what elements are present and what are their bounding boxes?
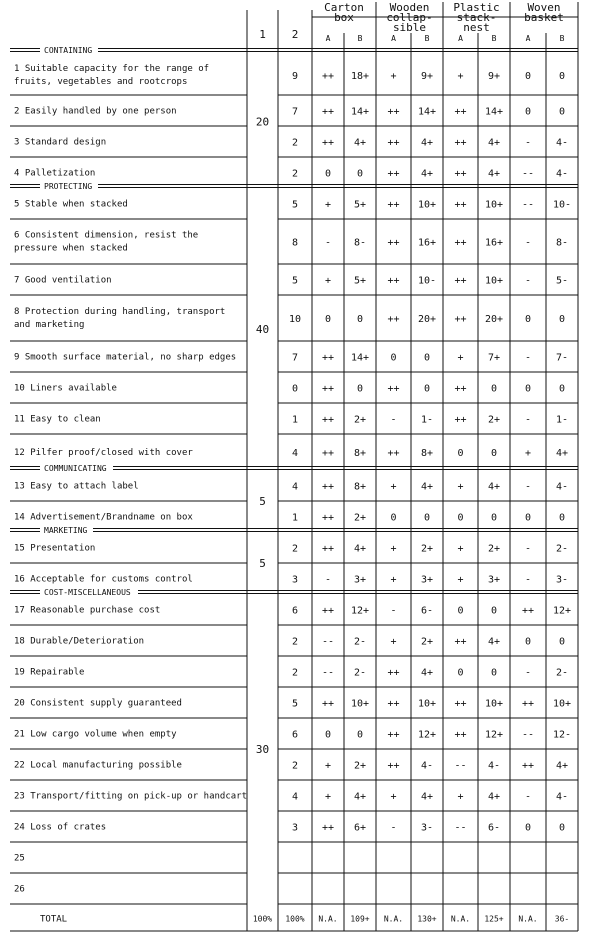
total-cell: N.A. <box>518 914 538 924</box>
score-cell: + <box>390 481 397 493</box>
score-cell: + <box>524 448 532 459</box>
score-cell: ++ <box>387 760 400 772</box>
score-cell: + <box>457 71 464 82</box>
section-label: CONTAINING <box>44 46 93 55</box>
score-cell: + <box>390 636 397 648</box>
score-cell: ++ <box>321 822 335 834</box>
score-cell: 10+ <box>484 199 504 211</box>
header-group-title: stack- <box>456 11 497 24</box>
score-cell: 3+ <box>420 574 434 586</box>
score-cell: 4+ <box>420 791 434 803</box>
score-cell: - <box>524 667 532 679</box>
score-cell: 14+ <box>350 106 370 118</box>
total-cell: 36- <box>554 914 570 924</box>
score-cell: 0 <box>490 512 498 524</box>
score-cell: 8+ <box>353 448 367 459</box>
score-cell: - <box>524 481 532 493</box>
score-cell: 0 <box>490 667 498 679</box>
criterion-label: 4 Palletization <box>14 168 96 179</box>
score-cell: + <box>390 543 397 555</box>
score-cell: 0 <box>490 383 498 395</box>
score-cell: ++ <box>321 383 335 395</box>
score-cell: -- <box>454 822 467 834</box>
score-cell: 4- <box>420 760 434 772</box>
score-cell: 4+ <box>487 791 501 803</box>
weight-cell: 4 <box>291 791 299 803</box>
total-cell: 125+ <box>484 914 504 924</box>
score-cell: ++ <box>454 314 467 325</box>
criterion-label: 5 Stable when stacked <box>14 199 128 210</box>
score-cell: - <box>524 414 532 426</box>
criterion-label: 20 Consistent supply guaranteed <box>14 698 182 709</box>
score-cell: 2+ <box>420 543 434 555</box>
group-weight: 5 <box>259 557 266 570</box>
score-cell: 0 <box>558 383 566 395</box>
score-cell: 4- <box>555 791 569 803</box>
score-cell: 1- <box>555 414 569 426</box>
header-subcol: A <box>458 34 463 43</box>
score-cell: + <box>457 352 464 364</box>
score-cell: 0 <box>558 822 566 834</box>
score-cell: - <box>524 543 532 555</box>
score-cell: 0 <box>558 106 566 118</box>
score-cell: 4+ <box>487 137 501 149</box>
total-cell: N.A. <box>318 914 338 924</box>
criterion-label: 14 Advertisement/Brandname on box <box>14 512 193 523</box>
score-cell: - <box>324 574 332 586</box>
score-cell: 4+ <box>420 137 434 149</box>
score-cell: -- <box>521 729 535 741</box>
score-cell: - <box>524 352 532 364</box>
score-cell: ++ <box>387 314 400 325</box>
header-subcol: B <box>357 34 363 43</box>
score-cell: 2- <box>353 667 367 679</box>
score-cell: ++ <box>387 168 400 180</box>
score-cell: 0 <box>356 314 364 325</box>
score-cell: 8- <box>353 237 367 249</box>
score-cell: 0 <box>324 729 332 741</box>
score-cell: ++ <box>454 383 467 395</box>
score-cell: 0 <box>457 667 464 679</box>
score-cell: 1- <box>420 414 434 426</box>
score-cell: 4- <box>555 137 569 149</box>
score-cell: 2+ <box>353 512 367 524</box>
score-cell: ++ <box>321 137 335 149</box>
group-weight: 20 <box>255 115 270 129</box>
score-cell: 5- <box>555 275 569 287</box>
score-cell: 0 <box>390 512 397 524</box>
criterion-label: 21 Low cargo volume when empty <box>14 729 177 740</box>
score-cell: 0 <box>524 822 532 834</box>
weight-cell: 8 <box>291 237 299 249</box>
score-cell: 6- <box>487 822 501 834</box>
criterion-label: 11 Easy to clean <box>14 414 101 425</box>
score-cell: ++ <box>387 275 400 287</box>
score-cell: -- <box>454 760 467 772</box>
total-cell: N.A. <box>450 914 471 924</box>
total-cell: 130+ <box>417 914 437 924</box>
score-cell: 0 <box>490 448 498 459</box>
score-cell: 0 <box>324 168 332 180</box>
score-cell: 10- <box>552 199 572 211</box>
criterion-label: 12 Pilfer proof/closed with cover <box>14 448 193 458</box>
header-group-title: Wooden <box>389 1 430 14</box>
score-cell: 10+ <box>552 698 572 710</box>
score-cell: ++ <box>321 543 335 555</box>
score-cell: ++ <box>521 605 535 617</box>
score-cell: 18+ <box>350 71 370 82</box>
score-cell: 8+ <box>420 448 434 459</box>
weight-cell: 4 <box>291 448 299 459</box>
score-cell: 10+ <box>484 275 504 287</box>
header-group-title: Carton <box>324 1 364 14</box>
score-cell: + <box>324 760 332 772</box>
score-cell: + <box>324 791 332 803</box>
weight-cell: 2 <box>291 636 299 648</box>
header-col1: 1 <box>259 28 266 41</box>
weight-cell: 5 <box>291 698 299 710</box>
criterion-label: 6 Consistent dimension, resist the <box>14 230 199 241</box>
score-cell: 14+ <box>484 106 504 118</box>
score-cell: + <box>390 791 397 803</box>
score-cell: 2- <box>555 667 569 679</box>
score-cell: 10+ <box>417 199 437 211</box>
score-cell: ++ <box>454 275 467 287</box>
score-cell: 0 <box>524 71 532 82</box>
header-subcol: B <box>559 34 565 43</box>
weight-cell: 1 <box>291 512 299 524</box>
score-cell: ++ <box>387 199 400 211</box>
score-cell: 3- <box>420 822 434 834</box>
score-cell: 4- <box>487 760 501 772</box>
score-cell: - <box>524 791 532 803</box>
score-cell: - <box>324 237 332 249</box>
score-cell: ++ <box>387 698 400 710</box>
header-group-title: Plastic <box>453 1 500 14</box>
score-cell: 16+ <box>484 237 504 249</box>
score-cell: 4+ <box>487 636 501 648</box>
criterion-label: 13 Easy to attach label <box>14 481 139 492</box>
weight-cell: 6 <box>291 605 299 617</box>
score-cell: + <box>390 574 397 586</box>
criterion-label: 19 Repairable <box>14 667 85 678</box>
score-cell: 5+ <box>353 275 367 287</box>
weight-cell: 2 <box>291 168 299 180</box>
score-cell: 0 <box>457 605 464 617</box>
score-cell: ++ <box>387 667 400 679</box>
score-cell: 6- <box>420 605 434 617</box>
score-cell: 4+ <box>420 168 434 180</box>
score-cell: 0 <box>524 383 532 395</box>
score-cell: 0 <box>356 729 364 741</box>
score-cell: 20+ <box>484 314 504 325</box>
score-cell: 4+ <box>353 543 367 555</box>
score-cell: 0 <box>457 448 464 459</box>
score-cell: 12+ <box>417 729 437 741</box>
score-cell: ++ <box>454 729 467 741</box>
score-cell: 4+ <box>420 667 434 679</box>
score-cell: + <box>390 71 397 82</box>
group-weight: 40 <box>255 323 270 336</box>
weight-cell: 1 <box>291 414 299 426</box>
score-cell: 9+ <box>420 71 434 82</box>
weight-cell: 3 <box>291 574 299 586</box>
weight-cell: 9 <box>291 71 299 82</box>
criterion-label: 15 Presentation <box>14 543 96 554</box>
total-label: TOTAL <box>40 914 68 925</box>
score-cell: - <box>390 414 397 426</box>
weight-cell: 2 <box>291 760 299 772</box>
score-cell: ++ <box>321 106 335 118</box>
score-cell: 3- <box>555 574 569 586</box>
header-col2: 2 <box>291 28 299 41</box>
score-cell: + <box>457 543 464 555</box>
score-cell: ++ <box>387 237 400 249</box>
score-cell: ++ <box>387 729 400 741</box>
total-cell: 109+ <box>350 914 370 924</box>
score-cell: 10+ <box>417 698 437 710</box>
score-cell: 3+ <box>353 574 367 586</box>
score-cell: 0 <box>524 314 532 325</box>
header-group-title: collap- <box>386 11 433 24</box>
score-cell: 2- <box>353 636 367 648</box>
score-cell: 14+ <box>350 352 370 364</box>
criterion-label: and marketing <box>14 320 85 330</box>
score-cell: 9+ <box>487 71 501 82</box>
score-cell: 0 <box>390 352 397 364</box>
weight-cell: 7 <box>291 352 299 364</box>
score-cell: - <box>390 822 397 834</box>
criterion-label: 17 Reasonable purchase cost <box>14 605 161 616</box>
score-cell: - <box>390 605 397 617</box>
criterion-label: 16 Acceptable for customs control <box>14 574 193 585</box>
score-cell: 16+ <box>417 237 437 249</box>
weight-cell: 3 <box>291 822 299 834</box>
score-cell: 2+ <box>487 543 501 555</box>
score-cell: 0 <box>558 512 566 524</box>
score-cell: ++ <box>454 137 467 149</box>
score-cell: 4+ <box>555 760 569 772</box>
score-cell: 5+ <box>353 199 367 211</box>
section-label: MARKETING <box>44 526 88 535</box>
score-cell: 0 <box>423 352 431 364</box>
score-cell: ++ <box>454 237 467 249</box>
score-cell: -- <box>521 168 535 180</box>
criterion-label: 10 Liners available <box>14 383 117 394</box>
score-cell: ++ <box>521 698 535 710</box>
criterion-label: 9 Smooth surface material, no sharp edges <box>14 352 237 363</box>
score-cell: ++ <box>387 448 400 459</box>
score-cell: 4+ <box>420 481 434 493</box>
header-group-title: nest <box>463 21 490 34</box>
score-cell: 4- <box>555 168 569 180</box>
score-cell: 4+ <box>353 791 367 803</box>
score-cell: + <box>324 199 332 211</box>
score-cell: 0 <box>524 636 532 648</box>
score-cell: ++ <box>321 448 335 459</box>
score-cell: ++ <box>454 106 467 118</box>
score-cell: - <box>524 574 532 586</box>
score-cell: ++ <box>321 414 335 426</box>
score-cell: 0 <box>558 636 566 648</box>
score-cell: 0 <box>356 168 364 180</box>
criterion-label: 2 Easily handled by one person <box>14 106 177 117</box>
score-cell: 0 <box>324 314 332 325</box>
score-cell: ++ <box>321 512 335 524</box>
weight-cell: 6 <box>291 729 299 741</box>
total-col1: 100% <box>252 914 273 924</box>
weight-cell: 5 <box>291 199 299 211</box>
score-cell: 10- <box>417 275 437 287</box>
score-cell: -- <box>321 636 335 648</box>
score-cell: 2+ <box>487 414 501 426</box>
score-cell: ++ <box>321 605 335 617</box>
criterion-label: fruits, vegetables and rootcrops <box>14 77 188 87</box>
score-cell: 0 <box>524 106 532 118</box>
score-cell: + <box>457 574 464 586</box>
score-cell: 7+ <box>487 352 501 364</box>
weight-cell: 2 <box>291 667 299 679</box>
criterion-label: 24 Loss of crates <box>14 822 107 833</box>
score-cell: + <box>457 481 464 493</box>
score-cell: 0 <box>457 512 464 524</box>
score-cell: 3+ <box>487 574 501 586</box>
header-group-title: Woven <box>527 1 561 14</box>
score-cell: ++ <box>454 414 467 426</box>
weight-cell: 7 <box>291 106 299 118</box>
score-cell: 12+ <box>350 605 370 617</box>
score-cell: -- <box>321 667 335 679</box>
score-cell: ++ <box>454 636 467 648</box>
criterion-label: 8 Protection during handling, transport <box>14 307 226 317</box>
group-weight: 30 <box>255 743 270 756</box>
criterion-label: 22 Local manufacturing possible <box>14 760 182 771</box>
weight-cell: 10 <box>288 314 302 325</box>
header-subcol: A <box>525 34 531 43</box>
score-cell: ++ <box>521 760 535 772</box>
score-cell: 12+ <box>552 605 572 617</box>
score-cell: 2+ <box>353 760 367 772</box>
criterion-label: pressure when stacked <box>14 243 128 254</box>
score-cell: + <box>457 791 464 803</box>
header-subcol: B <box>491 34 497 43</box>
score-cell: 7- <box>555 352 569 364</box>
section-label: PROTECTING <box>44 182 93 191</box>
score-cell: -- <box>521 199 535 211</box>
score-cell: 2+ <box>420 636 434 648</box>
section-label: COST-MISCELLANEOUS <box>44 588 131 597</box>
score-cell: 0 <box>356 383 364 395</box>
score-cell: ++ <box>387 106 400 118</box>
score-cell: 8+ <box>353 481 367 493</box>
header-subcol: A <box>325 34 331 43</box>
score-cell: 4+ <box>487 481 501 493</box>
criterion-label: 26 <box>14 884 25 895</box>
header-group-title: box <box>334 11 354 24</box>
header-group-title: sible <box>392 21 427 34</box>
score-cell: - <box>524 137 532 149</box>
score-cell: 4+ <box>487 168 501 180</box>
score-cell: 0 <box>490 605 498 617</box>
weight-cell: 2 <box>291 543 299 555</box>
score-cell: ++ <box>454 199 467 211</box>
score-cell: 20+ <box>417 314 437 325</box>
weight-cell: 5 <box>291 275 299 287</box>
score-cell: 0 <box>558 314 566 325</box>
criterion-label: 1 Suitable capacity for the range of <box>14 64 210 74</box>
section-label: COMMUNICATING <box>44 464 107 473</box>
header-subcol: B <box>424 34 430 43</box>
score-cell: 12+ <box>484 729 504 741</box>
score-cell: 8- <box>555 237 569 249</box>
score-cell: ++ <box>454 698 467 710</box>
score-cell: 4+ <box>353 137 367 149</box>
score-cell: 10+ <box>484 698 504 710</box>
criterion-label: 3 Standard design <box>14 137 107 148</box>
score-cell: 0 <box>423 512 431 524</box>
score-cell: 4+ <box>555 448 569 459</box>
header-subcol: A <box>391 34 396 43</box>
score-cell: ++ <box>454 168 467 180</box>
score-cell: 14+ <box>417 106 437 118</box>
score-cell: 10+ <box>350 698 370 710</box>
criterion-label: 7 Good ventilation <box>14 275 112 286</box>
score-cell: 4- <box>555 481 569 493</box>
criterion-label: 25 <box>14 853 25 864</box>
score-cell: 12- <box>552 729 572 741</box>
score-cell: + <box>324 275 332 287</box>
score-cell: 0 <box>524 512 532 524</box>
score-cell: ++ <box>321 71 335 82</box>
weight-cell: 2 <box>291 137 299 149</box>
score-cell: - <box>524 237 532 249</box>
score-cell: 0 <box>558 71 566 82</box>
criterion-label: 18 Durable/Deterioration <box>14 636 145 647</box>
group-weight: 5 <box>259 495 266 508</box>
criterion-label: 23 Transport/fitting on pick-up or handcart <box>14 791 247 802</box>
score-cell: ++ <box>387 137 400 149</box>
total-col2: 100% <box>285 914 305 924</box>
header-group-title: basket <box>524 11 564 24</box>
score-cell: ++ <box>387 383 400 395</box>
score-cell: - <box>524 275 532 287</box>
score-cell: 2+ <box>353 414 367 426</box>
total-cell: N.A. <box>383 914 404 924</box>
weight-cell: 4 <box>291 481 299 493</box>
score-cell: 2- <box>555 543 569 555</box>
score-cell: ++ <box>321 352 335 364</box>
score-cell: ++ <box>321 698 335 710</box>
score-cell: 6+ <box>353 822 367 834</box>
score-cell: ++ <box>321 481 335 493</box>
weight-cell: 0 <box>291 383 299 395</box>
score-cell: 0 <box>423 383 431 395</box>
